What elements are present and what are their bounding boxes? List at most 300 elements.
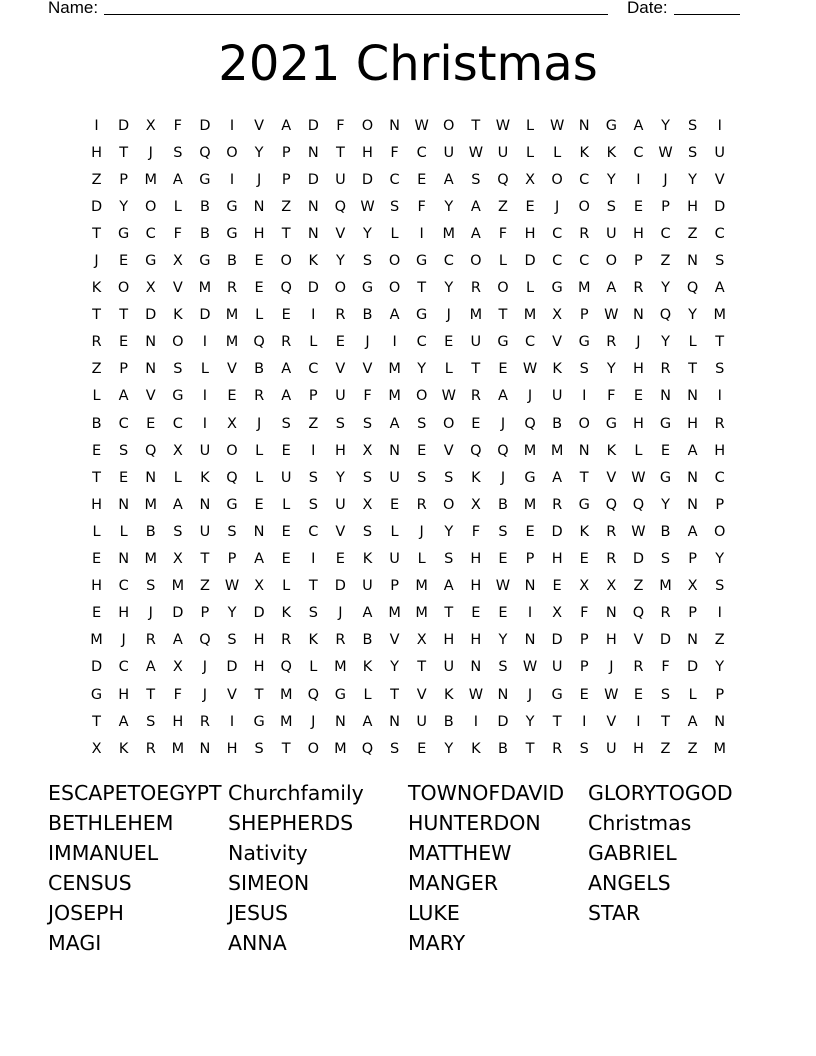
grid-letter: M [523, 496, 537, 513]
grid-letter: M [469, 307, 483, 324]
grid-letter: E [119, 334, 129, 351]
grid-letter: Z [687, 225, 698, 242]
grid-letter: R [660, 605, 671, 622]
grid-letter: X [172, 442, 183, 459]
grid-letter: K [552, 361, 562, 378]
grid-letter: I [717, 388, 722, 405]
grid-letter: Q [605, 496, 618, 513]
grid-letter: S [498, 523, 508, 540]
grid-letter: S [308, 469, 318, 486]
grid-letter: V [335, 225, 346, 242]
grid-letter: O [470, 253, 482, 270]
grid-letter: M [225, 307, 239, 324]
grid-letter: R [145, 632, 156, 649]
grid-letter: I [419, 225, 424, 242]
grid-letter: G [90, 686, 103, 703]
grid-letter: N [687, 469, 699, 486]
grid-letter: A [362, 713, 373, 730]
grid-letter: H [253, 225, 265, 242]
grid-letter: D [90, 198, 103, 215]
grid-letter: O [443, 415, 455, 432]
grid-letter: S [146, 578, 156, 595]
grid-letter: C [118, 578, 129, 595]
word-list-item: MANGER [408, 871, 499, 895]
grid-letter: E [417, 740, 427, 757]
grid-letter: T [92, 307, 101, 324]
grid-letter: A [118, 713, 129, 730]
grid-letter: E [335, 334, 345, 351]
grid-letter: L [282, 578, 291, 595]
grid-letter: S [362, 253, 373, 270]
grid-letter: L [526, 280, 535, 297]
grid-letter: K [362, 659, 373, 676]
grid-letter: Z [199, 578, 210, 595]
grid-letter: F [363, 388, 372, 405]
grid-letter: J [256, 415, 262, 432]
grid-letter: R [606, 334, 617, 351]
grid-letter: K [91, 280, 102, 297]
grid-letter: U [362, 578, 373, 595]
grid-letter: Y [715, 551, 725, 568]
grid-letter: I [229, 117, 235, 134]
grid-letter: E [444, 334, 454, 351]
grid-letter: O [361, 117, 374, 134]
word-list-item: SHEPHERDS [228, 811, 354, 835]
grid-letter: G [551, 686, 563, 703]
grid-letter: R [254, 388, 265, 405]
grid-letter: U [280, 469, 292, 486]
grid-letter: R [660, 361, 671, 378]
grid-letter: S [688, 117, 698, 134]
grid-letter: H [551, 551, 563, 568]
grid-letter: J [527, 388, 533, 405]
grid-letter: T [715, 334, 725, 351]
grid-letter: K [471, 740, 481, 757]
grid-letter: S [119, 442, 129, 459]
grid-letter: S [389, 740, 400, 757]
grid-letter: I [202, 334, 208, 351]
word-list-item: BETHLEHEM [48, 811, 174, 835]
grid-letter: P [715, 686, 725, 703]
grid-letter: X [362, 442, 373, 459]
grid-letter: G [659, 469, 672, 486]
grid-letter: U [335, 171, 346, 188]
grid-letter: Q [199, 632, 211, 649]
grid-letter: S [417, 415, 427, 432]
grid-letter: E [281, 307, 291, 324]
grid-letter: A [443, 171, 454, 188]
grid-letter: H [253, 659, 265, 676]
grid-letter: Y [661, 117, 670, 134]
grid-letter: Y [661, 496, 670, 513]
grid-letter: H [632, 361, 644, 378]
grid-letter: T [390, 686, 399, 703]
grid-letter: B [227, 253, 237, 270]
grid-letter: V [606, 713, 617, 730]
grid-letter: E [91, 551, 102, 568]
grid-letter: N [389, 713, 400, 730]
grid-letter: R [714, 415, 725, 432]
grid-letter: G [524, 469, 536, 486]
grid-letter: A [687, 713, 698, 730]
word-list-item: Christmas [588, 811, 692, 835]
grid-letter: F [390, 144, 399, 161]
grid-letter: P [525, 551, 535, 568]
grid-letter: M [523, 307, 537, 324]
grid-letter: T [335, 144, 345, 161]
grid-letter: F [661, 659, 670, 676]
grid-letter: S [173, 361, 183, 378]
grid-letter: A [470, 198, 481, 215]
grid-letter: M [171, 740, 185, 757]
grid-letter: M [713, 307, 726, 324]
grid-letter: G [605, 117, 617, 134]
grid-letter: M [523, 442, 537, 459]
grid-letter: Z [308, 415, 319, 432]
grid-letter: P [688, 605, 697, 622]
word-list-item: Nativity [228, 841, 308, 865]
grid-letter: N [145, 334, 157, 351]
grid-letter: C [172, 415, 183, 432]
grid-letter: N [145, 469, 157, 486]
grid-letter: V [443, 442, 454, 459]
grid-letter: O [605, 253, 618, 270]
grid-letter: O [443, 117, 455, 134]
grid-letter: U [443, 144, 455, 161]
grid-letter: O [551, 171, 563, 188]
grid-letter: V [254, 117, 265, 134]
word-list-item: ANNA [228, 931, 287, 955]
grid-letter: B [145, 523, 156, 540]
grid-letter: H [334, 442, 346, 459]
grid-letter: Y [606, 171, 616, 188]
grid-letter: L [498, 253, 507, 270]
grid-letter: N [524, 632, 536, 649]
grid-letter: L [92, 388, 101, 405]
grid-letter: U [443, 659, 455, 676]
grid-letter: D [226, 659, 238, 676]
grid-letter: T [92, 713, 101, 730]
grid-letter: C [389, 171, 400, 188]
grid-letter: R [470, 388, 481, 405]
grid-letter: O [307, 740, 319, 757]
grid-letter: O [172, 334, 184, 351]
grid-letter: C [579, 171, 590, 188]
grid-letter: T [444, 605, 454, 622]
grid-letter: E [119, 253, 129, 270]
grid-letter: S [254, 740, 264, 757]
grid-letter: N [145, 361, 157, 378]
name-label: Name: [48, 0, 99, 17]
letter-grid [83, 112, 733, 762]
grid-letter: L [390, 523, 399, 540]
grid-letter: W [495, 117, 511, 134]
grid-letter: M [144, 171, 157, 188]
grid-letter: U [416, 713, 427, 730]
grid-letter: Z [714, 632, 725, 649]
grid-letter: D [497, 713, 509, 730]
grid-letter: N [118, 496, 130, 513]
grid-letter: L [634, 442, 643, 459]
grid-letter: L [200, 361, 209, 378]
grid-letter: T [92, 225, 101, 242]
grid-letter: N [687, 253, 699, 270]
grid-letter: D [361, 171, 374, 188]
grid-letter: S [471, 171, 481, 188]
grid-letter: S [579, 740, 589, 757]
grid-letter: K [173, 307, 183, 324]
grid-letter: A [389, 415, 400, 432]
grid-letter: Q [307, 686, 319, 703]
grid-letter: J [94, 253, 99, 270]
grid-letter: T [417, 280, 427, 297]
grid-letter: W [549, 117, 565, 134]
grid-letter: S [498, 659, 508, 676]
grid-letter: N [632, 307, 644, 324]
grid-letter: L [688, 686, 697, 703]
grid-letter: L [688, 334, 697, 351]
grid-letter: N [307, 225, 319, 242]
grid-letter: Y [335, 469, 345, 486]
grid-letter: D [687, 659, 699, 676]
word-list-item: MATTHEW [408, 841, 512, 865]
grid-letter: I [582, 713, 587, 730]
grid-letter: Z [660, 740, 671, 757]
grid-letter: S [606, 198, 616, 215]
grid-letter: A [281, 388, 292, 405]
grid-letter: A [633, 117, 644, 134]
word-list-item: HUNTERDON [408, 811, 541, 835]
grid-letter: X [254, 578, 265, 595]
grid-letter: R [552, 496, 563, 513]
grid-letter: E [471, 415, 481, 432]
grid-letter: V [172, 280, 183, 297]
grid-letter: J [500, 469, 506, 486]
grid-letter: S [146, 713, 156, 730]
grid-letter: I [473, 713, 478, 730]
grid-letter: E [498, 605, 508, 622]
grid-letter: B [362, 632, 373, 649]
grid-letter: X [172, 253, 183, 270]
grid-letter: T [688, 361, 698, 378]
grid-letter: W [468, 144, 484, 161]
grid-letter: M [388, 388, 401, 405]
grid-letter: X [172, 551, 183, 568]
grid-letter: X [416, 632, 427, 649]
grid-letter: N [389, 117, 400, 134]
grid-letter: D [172, 605, 184, 622]
grid-letter: Q [632, 496, 645, 513]
grid-letter: Q [361, 740, 374, 757]
grid-letter: P [579, 307, 589, 324]
grid-letter: M [442, 225, 456, 242]
grid-letter: Q [497, 442, 509, 459]
grid-letter: J [338, 605, 343, 622]
grid-letter: X [552, 307, 563, 324]
grid-letter: K [606, 442, 617, 459]
grid-letter: T [92, 469, 101, 486]
grid-letter: Y [335, 253, 345, 270]
grid-letter: N [497, 686, 509, 703]
grid-letter: P [715, 496, 725, 513]
grid-letter: J [419, 523, 424, 540]
grid-letter: M [388, 605, 401, 622]
grid-letter: G [334, 686, 347, 703]
word-list-item: JESUS [228, 901, 289, 925]
grid-letter: Q [524, 415, 536, 432]
grid-letter: N [470, 659, 482, 676]
word-list-item: GLORYTOGOD [588, 781, 733, 805]
word-list-item: IMMANUEL [48, 841, 159, 865]
grid-letter: Q [470, 442, 482, 459]
grid-letter: X [470, 496, 481, 513]
grid-letter: U [199, 523, 211, 540]
grid-letter: D [632, 551, 644, 568]
page-title: 2021 Christmas [218, 36, 598, 92]
grid-letter: D [118, 117, 130, 134]
grid-letter: X [172, 659, 183, 676]
grid-letter: M [550, 442, 564, 459]
grid-letter: I [311, 307, 316, 324]
grid-letter: W [658, 144, 673, 161]
grid-letter: J [256, 171, 262, 188]
grid-letter: C [118, 659, 129, 676]
grid-letter: E [281, 551, 291, 568]
grid-letter: A [389, 307, 400, 324]
grid-letter: S [362, 415, 373, 432]
grid-letter: C [416, 334, 427, 351]
grid-letter: C [552, 225, 563, 242]
grid-letter: T [119, 144, 129, 161]
grid-letter: W [468, 686, 484, 703]
grid-letter: J [663, 171, 668, 188]
grid-letter: U [606, 740, 617, 757]
grid-letter: E [227, 388, 237, 405]
grid-letter: E [552, 578, 562, 595]
grid-letter: L [255, 307, 264, 324]
grid-letter: A [606, 280, 617, 297]
grid-letter: E [389, 496, 400, 513]
grid-letter: Z [91, 171, 102, 188]
grid-letter: C [118, 415, 129, 432]
grid-letter: A [172, 632, 183, 649]
grid-letter: W [604, 686, 619, 703]
grid-letter: D [714, 198, 726, 215]
grid-letter: O [497, 280, 509, 297]
grid-letter: W [224, 578, 240, 595]
date-blank-line [674, 14, 740, 15]
grid-letter: O [280, 253, 292, 270]
grid-letter: G [145, 253, 157, 270]
grid-letter: I [202, 388, 208, 405]
grid-letter: H [91, 578, 102, 595]
grid-letter: N [660, 388, 671, 405]
grid-letter: D [145, 307, 157, 324]
grid-letter: J [527, 686, 533, 703]
grid-letter: H [91, 144, 102, 161]
grid-letter: G [226, 225, 238, 242]
grid-letter: O [443, 496, 455, 513]
grid-letter: F [417, 198, 426, 215]
grid-letter: E [254, 280, 264, 297]
grid-letter: Y [363, 225, 372, 242]
grid-letter: I [202, 415, 208, 432]
grid-letter: Q [686, 280, 699, 297]
grid-letter: M [577, 280, 591, 297]
grid-letter: X [145, 280, 156, 297]
grid-letter: Z [91, 361, 102, 378]
grid-letter: Z [281, 198, 292, 215]
grid-letter: L [119, 523, 128, 540]
grid-letter: D [307, 117, 319, 134]
grid-letter: O [388, 253, 401, 270]
grid-letter: W [631, 469, 646, 486]
grid-letter: B [362, 307, 373, 324]
grid-letter: U [551, 659, 563, 676]
grid-letter: A [281, 117, 292, 134]
grid-letter: U [389, 551, 400, 568]
word-list-item: CENSUS [48, 871, 132, 895]
grid-letter: X [579, 578, 590, 595]
grid-letter: Y [390, 659, 399, 676]
grid-letter: Y [688, 307, 698, 324]
grid-letter: X [91, 740, 102, 757]
grid-letter: H [226, 740, 238, 757]
grid-letter: G [605, 415, 617, 432]
grid-letter: L [92, 523, 101, 540]
grid-letter: K [308, 632, 319, 649]
grid-letter: H [362, 144, 373, 161]
grid-letter: P [579, 632, 589, 649]
grid-letter: I [311, 442, 316, 459]
grid-letter: A [362, 605, 373, 622]
grid-letter: T [146, 686, 156, 703]
grid-letter: M [334, 740, 347, 757]
grid-letter: L [526, 144, 535, 161]
grid-letter: N [578, 442, 590, 459]
grid-letter: N [687, 388, 699, 405]
grid-letter: C [308, 361, 319, 378]
grid-letter: E [498, 551, 508, 568]
grid-letter: I [392, 334, 397, 351]
grid-letter: Q [659, 307, 672, 324]
grid-letter: Q [280, 659, 292, 676]
grid-letter: A [145, 659, 156, 676]
grid-letter: J [636, 334, 641, 351]
grid-letter: M [198, 280, 212, 297]
grid-letter: D [307, 171, 319, 188]
grid-letter: D [551, 523, 563, 540]
grid-letter: Y [119, 198, 129, 215]
grid-letter: O [226, 144, 238, 161]
grid-letter: W [522, 659, 538, 676]
word-list-item: STAR [588, 901, 641, 925]
grid-letter: O [578, 415, 590, 432]
grid-letter: N [199, 740, 211, 757]
grid-letter: Z [687, 740, 698, 757]
word-list-item: JOSEPH [48, 901, 124, 925]
grid-letter: B [660, 523, 671, 540]
grid-letter: L [255, 469, 264, 486]
grid-letter: H [118, 686, 130, 703]
grid-letter: H [714, 442, 726, 459]
grid-letter: L [309, 334, 318, 351]
grid-letter: Y [498, 632, 508, 649]
grid-letter: X [145, 117, 156, 134]
grid-letter: V [362, 361, 373, 378]
grid-letter: Y [606, 361, 616, 378]
grid-letter: M [279, 713, 293, 730]
